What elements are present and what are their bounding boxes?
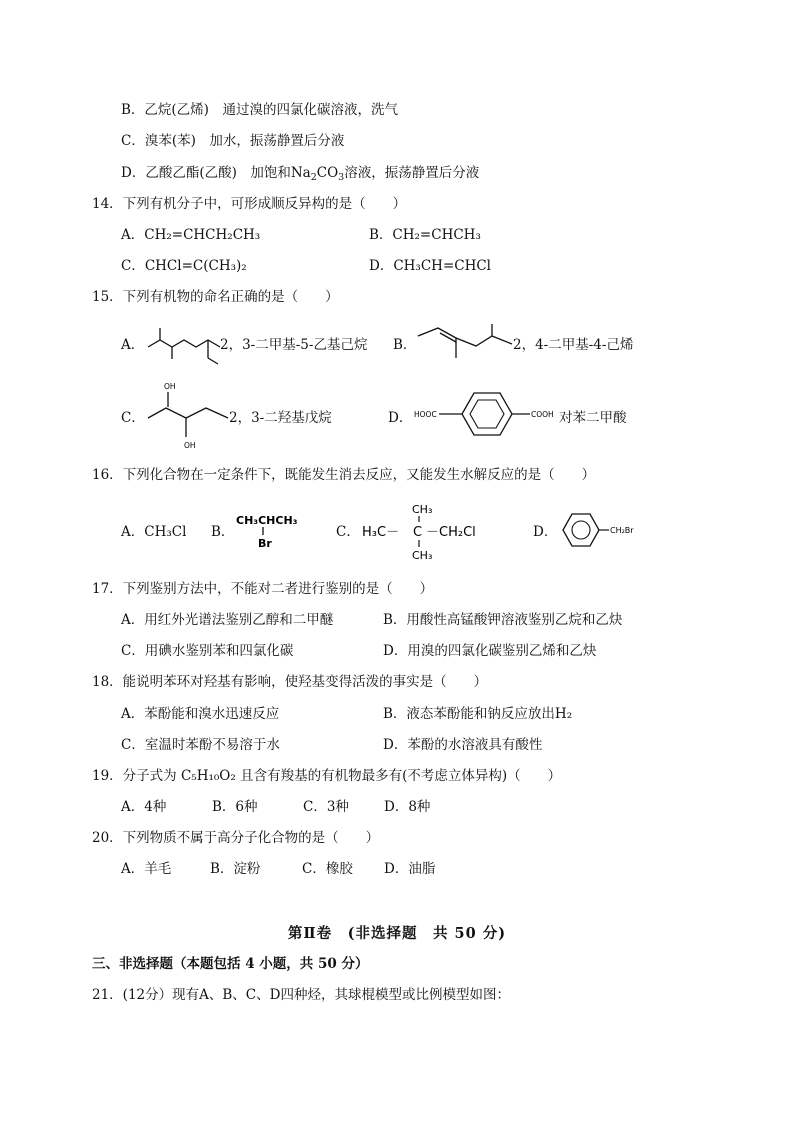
q17-option-d: D．用溴的四氯化碳鉴别乙烯和乙炔: [383, 643, 597, 659]
q18-option-a: A．苯酚能和溴水迅速反应: [121, 706, 280, 722]
q20-option-b: B．淀粉: [210, 861, 261, 877]
q16-c-structure: [362, 500, 492, 562]
q20-option-d: D．油脂: [384, 861, 436, 877]
q20-option-c: C．橡胶: [302, 861, 353, 877]
q13-option-b: B．乙烷(乙烯) 通过溴的四氯化碳溶液，洗气: [121, 102, 398, 118]
q16-option-a: A．CH₃Cl: [121, 524, 187, 540]
q15-b-name: 2，4-二甲基-4-己烯: [513, 337, 634, 353]
q15-a-skeletal-structure: [146, 326, 222, 370]
q21-stem: 21．(12分）现有A、B、C、D四种烃，其球棍模型或比例模型如图：: [92, 987, 510, 1003]
q19-stem: 19．分子式为 C₅H₁₀O₂ 且含有羧基的有机物最多有(不考虑立体异构)（ ）: [92, 768, 562, 784]
q17-stem: 17．下列鉴别方法中，不能对二者进行鉴别的是（ ）: [92, 581, 434, 597]
q15-d-name: 对苯二甲酸: [559, 410, 627, 426]
q14-option-a: A．CH₂=CHCH₂CH₃: [121, 227, 261, 243]
q17-option-c: C．用碘水鉴别苯和四氯化碳: [121, 643, 294, 659]
q16-c-top-methyl: CH₃: [412, 503, 433, 516]
part2-title: 第Ⅱ卷 (非选择题 共 50 分): [287, 925, 507, 942]
q14-option-d: D．CH₃CH=CHCl: [369, 258, 492, 274]
q15-c-oh-top: OH: [164, 382, 176, 391]
q16-b-letter: B．: [211, 524, 235, 540]
q16-c-left: H₃C－: [362, 525, 400, 540]
q15-a-name: 2，3-二甲基-5-乙基己烷: [220, 337, 368, 353]
q13-option-c: C．溴苯(苯) 加水，振荡静置后分液: [121, 133, 345, 149]
q19-option-d: D．8种: [384, 799, 431, 815]
q15-d-cooh-left: HOOC: [414, 410, 437, 419]
q13-option-d: D．乙酸乙酯(乙酸) 加饱和$Na_2CO_3$溶液，振荡静置后分液: [121, 165, 480, 183]
q19-option-c: C．3种: [303, 799, 349, 815]
q14-option-b: B．CH₂=CHCH₃: [369, 227, 481, 243]
q14-stem: 14．下列有机分子中，可形成顺反异构的是（ ）: [92, 196, 407, 212]
q16-c-center: C: [413, 525, 423, 540]
q16-stem: 16．下列化合物在一定条件下，既能发生消去反应，又能发生水解反应的是（ ）: [92, 467, 596, 483]
q15-d-cooh-right: COOH: [531, 410, 554, 419]
q16-c-right: －CH₂Cl: [426, 525, 476, 540]
q15-b-skeletal-structure: [416, 322, 516, 362]
q15-c-letter: C．: [121, 410, 145, 426]
q16-b-br: Br: [258, 537, 272, 550]
q15-d-letter: D．: [388, 410, 413, 426]
q15-c-oh-bottom: OH: [184, 441, 196, 450]
q16-b-chain: CH₃CHCH₃: [236, 514, 298, 527]
q14-option-c: C．CHCl=C(CH₃)₂: [121, 258, 247, 274]
part2-section-heading: 三、非选择题（本题包括 4 小题，共 50 分）: [92, 956, 369, 972]
q16-c-letter: C．: [336, 524, 360, 540]
q17-option-a: A．用红外光谱法鉴别乙醇和二甲醚: [121, 612, 334, 628]
q18-stem: 18．能说明苯环对羟基有影响，使羟基变得活泼的事实是（ ）: [92, 674, 488, 690]
q17-option-b: B．用酸性高锰酸钾溶液鉴别乙烷和乙炔: [383, 612, 623, 628]
q15-d-terephthalic-acid-structure: [412, 388, 560, 440]
q18-option-c: C．室温时苯酚不易溶于水: [121, 737, 280, 753]
q19-option-a: A．4种: [121, 799, 167, 815]
q15-c-name: 2，3-二羟基戊烷: [229, 410, 332, 426]
q16-d-letter: D．: [533, 524, 558, 540]
q19-option-b: B．6种: [212, 799, 258, 815]
q16-c-bottom-methyl: CH₃: [412, 549, 433, 562]
q16-b-structure: [236, 508, 306, 552]
q20-stem: 20．下列物质不属于高分子化合物的是（ ）: [92, 830, 380, 846]
q15-a-letter: A．: [121, 337, 145, 353]
q18-option-b: B．液态苯酚能和钠反应放出H₂: [383, 706, 573, 722]
q15-b-letter: B．: [393, 337, 417, 353]
q16-d-group: CH₂Br: [610, 526, 634, 535]
q18-option-d: D．苯酚的水溶液具有酸性: [383, 737, 543, 753]
q15-stem: 15．下列有机物的命名正确的是（ ）: [92, 289, 339, 305]
q16-d-benzyl-bromide-structure: [561, 512, 645, 548]
q15-c-skeletal-structure: [146, 380, 236, 452]
q20-option-a: A．羊毛: [121, 861, 172, 877]
